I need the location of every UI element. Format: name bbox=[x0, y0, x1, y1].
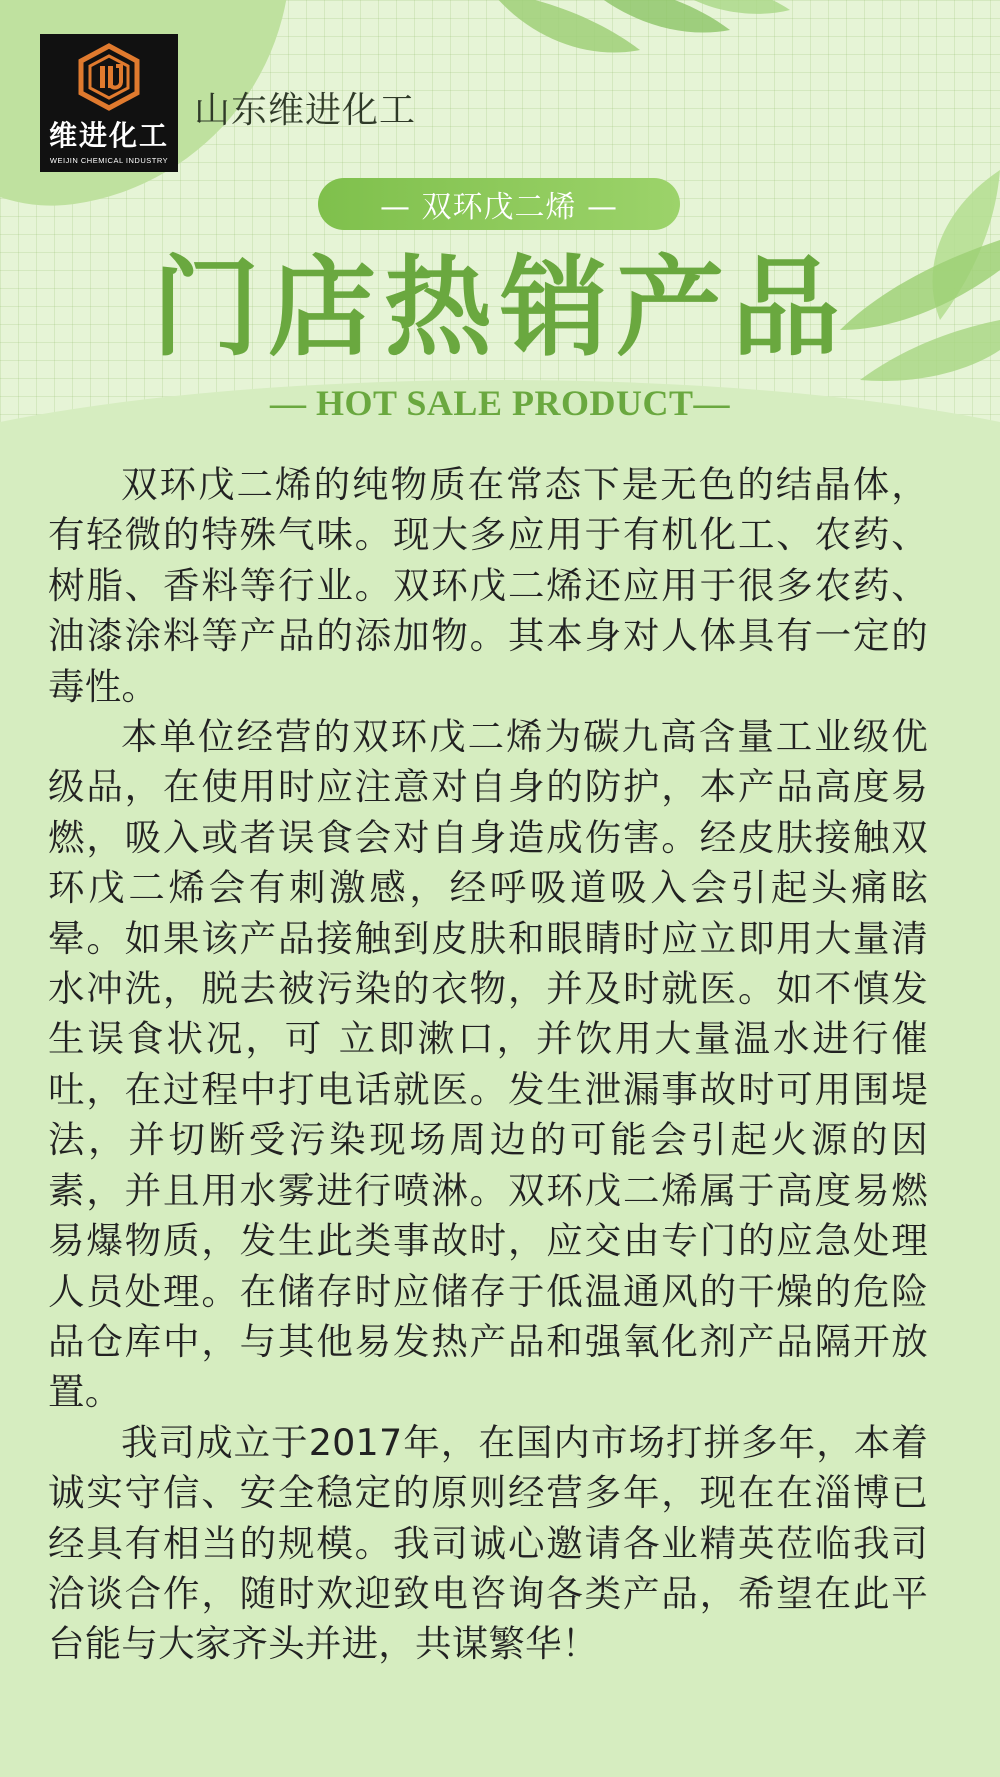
product-name-pill: — 双环戊二烯 — bbox=[318, 178, 680, 230]
page-headline: 门店热销产品 bbox=[151, 245, 848, 371]
logo-text: 维进化工 bbox=[48, 119, 169, 152]
logo-subtitle: WEIJIN CHEMICAL INDUSTRY bbox=[49, 156, 169, 165]
page-subheadline: — HOT SALE PRODUCT— bbox=[270, 383, 730, 423]
company-name: 山东维进化工 bbox=[194, 90, 417, 131]
brand-logo bbox=[40, 34, 178, 172]
hexagon-logo-icon bbox=[74, 42, 144, 112]
paragraph-intro: 双环戊二烯的纯物质在常态下是无色的结晶体，有轻微的特殊气味。现大多应用于有机化工、农药、树脂、香料等行业。双环戊二烯还应用于很多农药、油漆涂料等产品的添加物。其本身对人体具有一定的毒性。 bbox=[48, 463, 928, 708]
paragraph-company: 我司成立于2017年，在国内市场打拼多年，本着诚实守信、安全稳定的原则经营多年，现在在淄博已经具有相当的规模。我司诚心邀请各业精英莅临我司洽谈合作，随时欢迎致电咨询各类产品，希望在此平台能与大家齐头并进，共谋繁华！ bbox=[48, 1420, 928, 1666]
paragraph-safety: 本单位经营的双环戊二烯为碳九高含量工业级优级品，在使用时应注意对自身的防护，本产品高度易燃，吸入或者误食会对自身造成伤害。经皮肤接触双环戊二烯会有刺激感，经呼吸道吸入会引起头痛眩晕。如果该产品接触到皮肤和眼睛时应立即用大量清水冲洗，脱去被污染的衣物，并及时就医。如不慎发生误食状况，可 立即漱口，并饮用大量温水进行催吐，在过程中打电话就医。发生泄漏事故时可用围堤法，并切断受污染现场周边的可能会引起火源的因素，并且用水雾进行喷淋。双环戊二烯属于高度易燃易爆物质，发生此类事故时，应交由专门的应急处理人员处理。在储存时应储存于低温通风的干燥的危险品仓库中，与其他易发热产品和强氧化剂产品隔开放置。 bbox=[48, 715, 928, 1414]
leaves-top-icon bbox=[470, 0, 790, 80]
product-description bbox=[48, 460, 928, 1670]
